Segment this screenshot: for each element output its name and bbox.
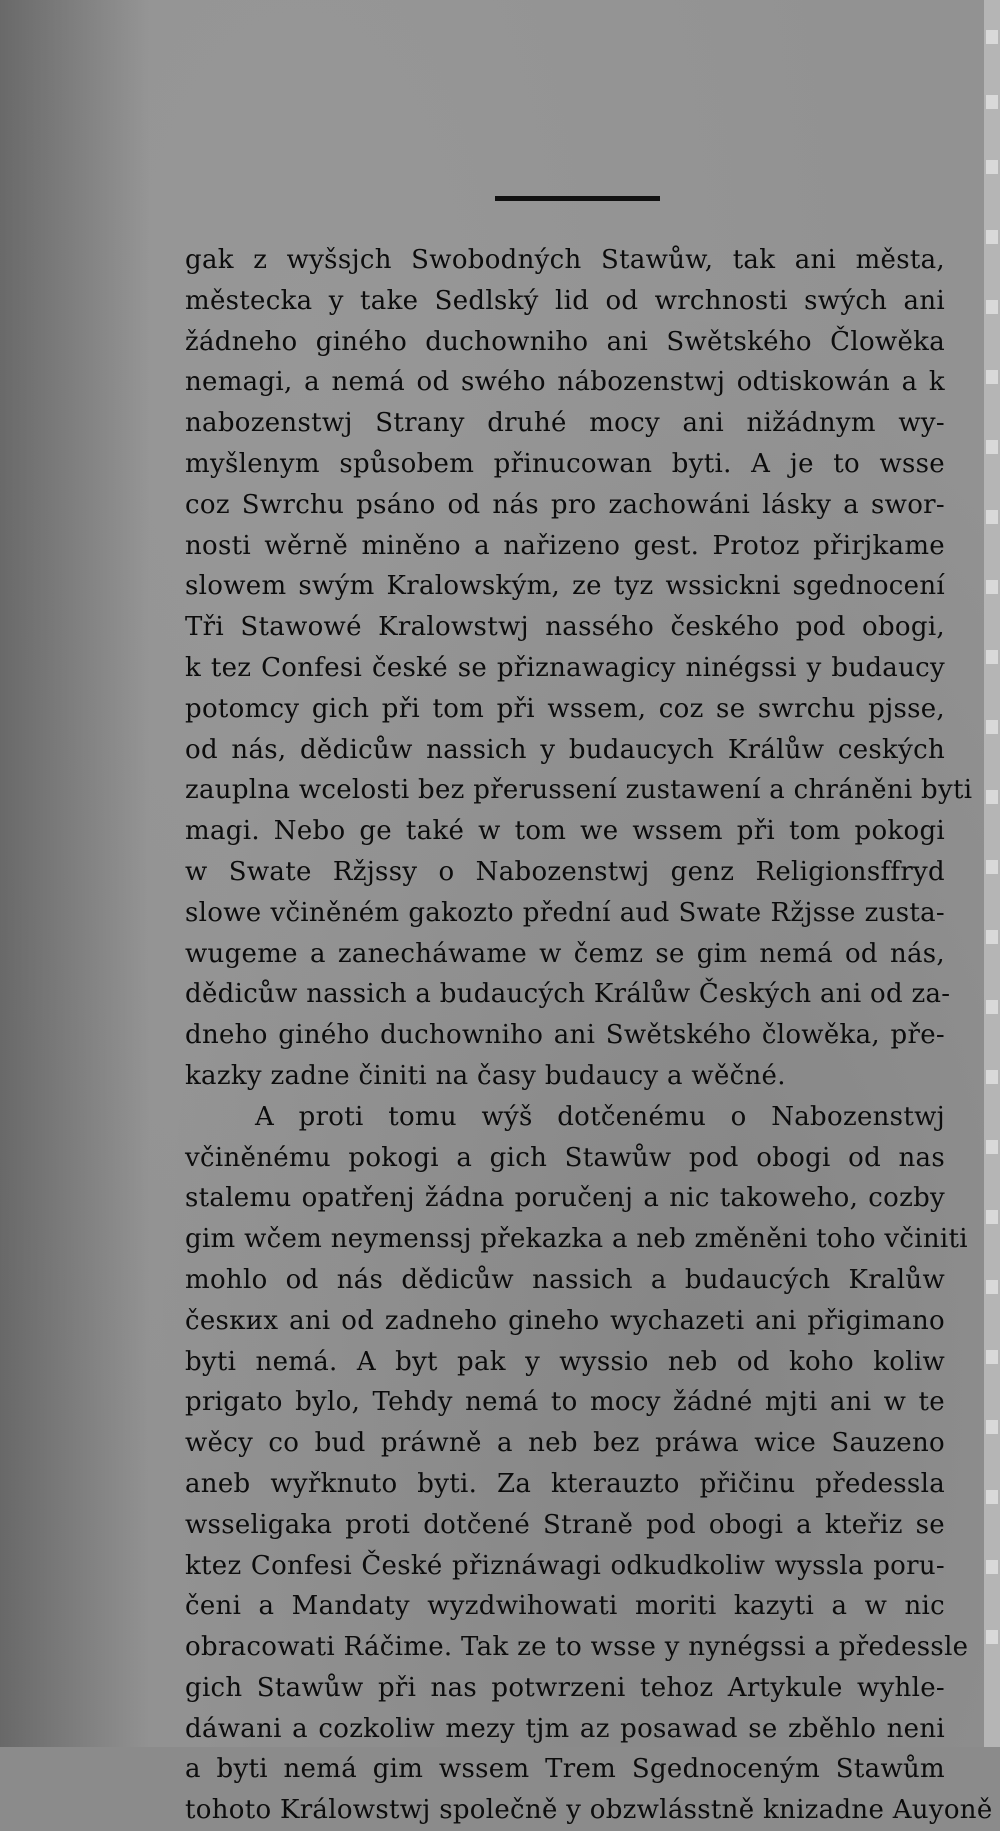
text-line: potomcy gich při tom při wssem, coz se swrchu pjsse, <box>185 693 945 724</box>
text-line: myšlenym spůsobem přinucowan byti. A je to wsse <box>185 448 945 479</box>
text-line: ktez Confesi České přiznáwagi odkudkoliw wyssla poru- <box>185 1550 945 1581</box>
text-line: k tez Confesi české se přiznawagicy ninégssi y budaucy <box>185 652 945 683</box>
text-line: městecka y take Sedlský lid od wrchnosti swých ani <box>185 285 945 316</box>
text-line: wsseligaka proti dotčené Straně pod obogi a kteřiz se <box>185 1509 945 1540</box>
text-line: od nás, dědicůw nassich y budaucych Králůw ceských <box>185 734 945 765</box>
text-line: česких ani od zadneho gineho wychazeti ani přigimano <box>185 1305 945 1336</box>
text-line: obracowati Ráčime. Tak ze to wsse y nynégssi a předessle <box>185 1632 969 1663</box>
text-line: A proti tomu wýš dotčenému o Nabozenstwj <box>255 1101 945 1132</box>
text-line: dneho giného duchowniho ani Swětského člowěka, pře- <box>185 1020 945 1051</box>
header-rule <box>495 196 660 201</box>
text-line: gich Stawůw při nas potwrzeni tehoz Artykule wyhle- <box>185 1672 945 1703</box>
text-line: žádneho giného duchowniho ani Swětského Člowěka <box>185 326 945 357</box>
page-shadow <box>0 0 150 1747</box>
text-line: dáwani a cozkoliw mezy tjm az posawad se zběhlo neni <box>185 1713 945 1744</box>
text-line: gak z wyšsjch Swobodných Stawůw, tak ani města, <box>185 245 945 275</box>
text-line: coz Swrchu psáno od nás pro zachowáni lásky a swor- <box>185 489 945 520</box>
text-line: wěcy co bud práwně a neb bez práwa wice Sauzeno <box>185 1428 945 1459</box>
text-line: mohlo od nás dědicůw nassich a budaucých Kralůw <box>185 1264 945 1295</box>
text-line: nabozenstwj Strany druhé mocy ani nižádnym wy- <box>185 408 945 439</box>
text-line: prigato bylo, Tehdy nemá to mocy žádné mjti ani w te <box>185 1387 945 1418</box>
text-line: magi. Nebo ge také w tom we wssem při tom pokogi <box>185 816 945 847</box>
text-line: stalemu opatřenj žádna poručenj a nic takoweho, cozby <box>185 1183 945 1214</box>
text-line: včiněnému pokogi a gich Stawůw pod obogi od nas <box>185 1142 945 1173</box>
text-line: kazky zadne činiti na časy budaucy a wěčné. <box>185 1060 786 1091</box>
text-line: wugeme a zanecháwame w čemz se gim nemá od nás, <box>185 938 945 969</box>
text-line: zauplna wcelosti bez přerussení zustawení a chráněni byti <box>185 775 973 806</box>
text-line: tohoto Králowstwj společně y obzwlásstně knizadne Auyoně <box>185 1795 993 1826</box>
text-line: dědicůw nassich a budaucých Králůw Českých ani od za- <box>185 979 951 1010</box>
page-edge <box>984 0 1000 1747</box>
text-line: byti nemá. A byt pak y wyssio neb od koho koliw <box>185 1346 945 1377</box>
text-line: slowem swým Kralowským, ze tyz wssickni sgednocení <box>185 571 945 602</box>
text-line: čeni a Mandaty wyzdwihowati moriti kazyti a w nic <box>185 1591 945 1622</box>
text-line: a byti nemá gim wssem Trem Sgednoceným Stawům <box>185 1754 945 1785</box>
text-line: Tři Stawowé Kralowstwj nassého českého pod obogi, <box>185 612 945 643</box>
text-line: w Swate Ržjssy o Nabozenstwj genz Religionsffryd <box>185 856 945 887</box>
text-line: aneb wyřknuto byti. Za kterauzto přičinu předessla <box>185 1468 945 1499</box>
text-line: nemagi, a nemá od swého nábozenstwj odtiskowán a k <box>185 367 945 398</box>
text-line: gim wčem neymenssj překazka a neb změněni toho včiniti <box>185 1224 968 1255</box>
text-line: nosti wěrně miněno a nařizeno gest. Protoz přirjkame <box>185 530 945 561</box>
body-text <box>185 240 993 1831</box>
text-line: slowe včiněném gakozto přední aud Swate Ržjsse zusta- <box>185 897 945 928</box>
